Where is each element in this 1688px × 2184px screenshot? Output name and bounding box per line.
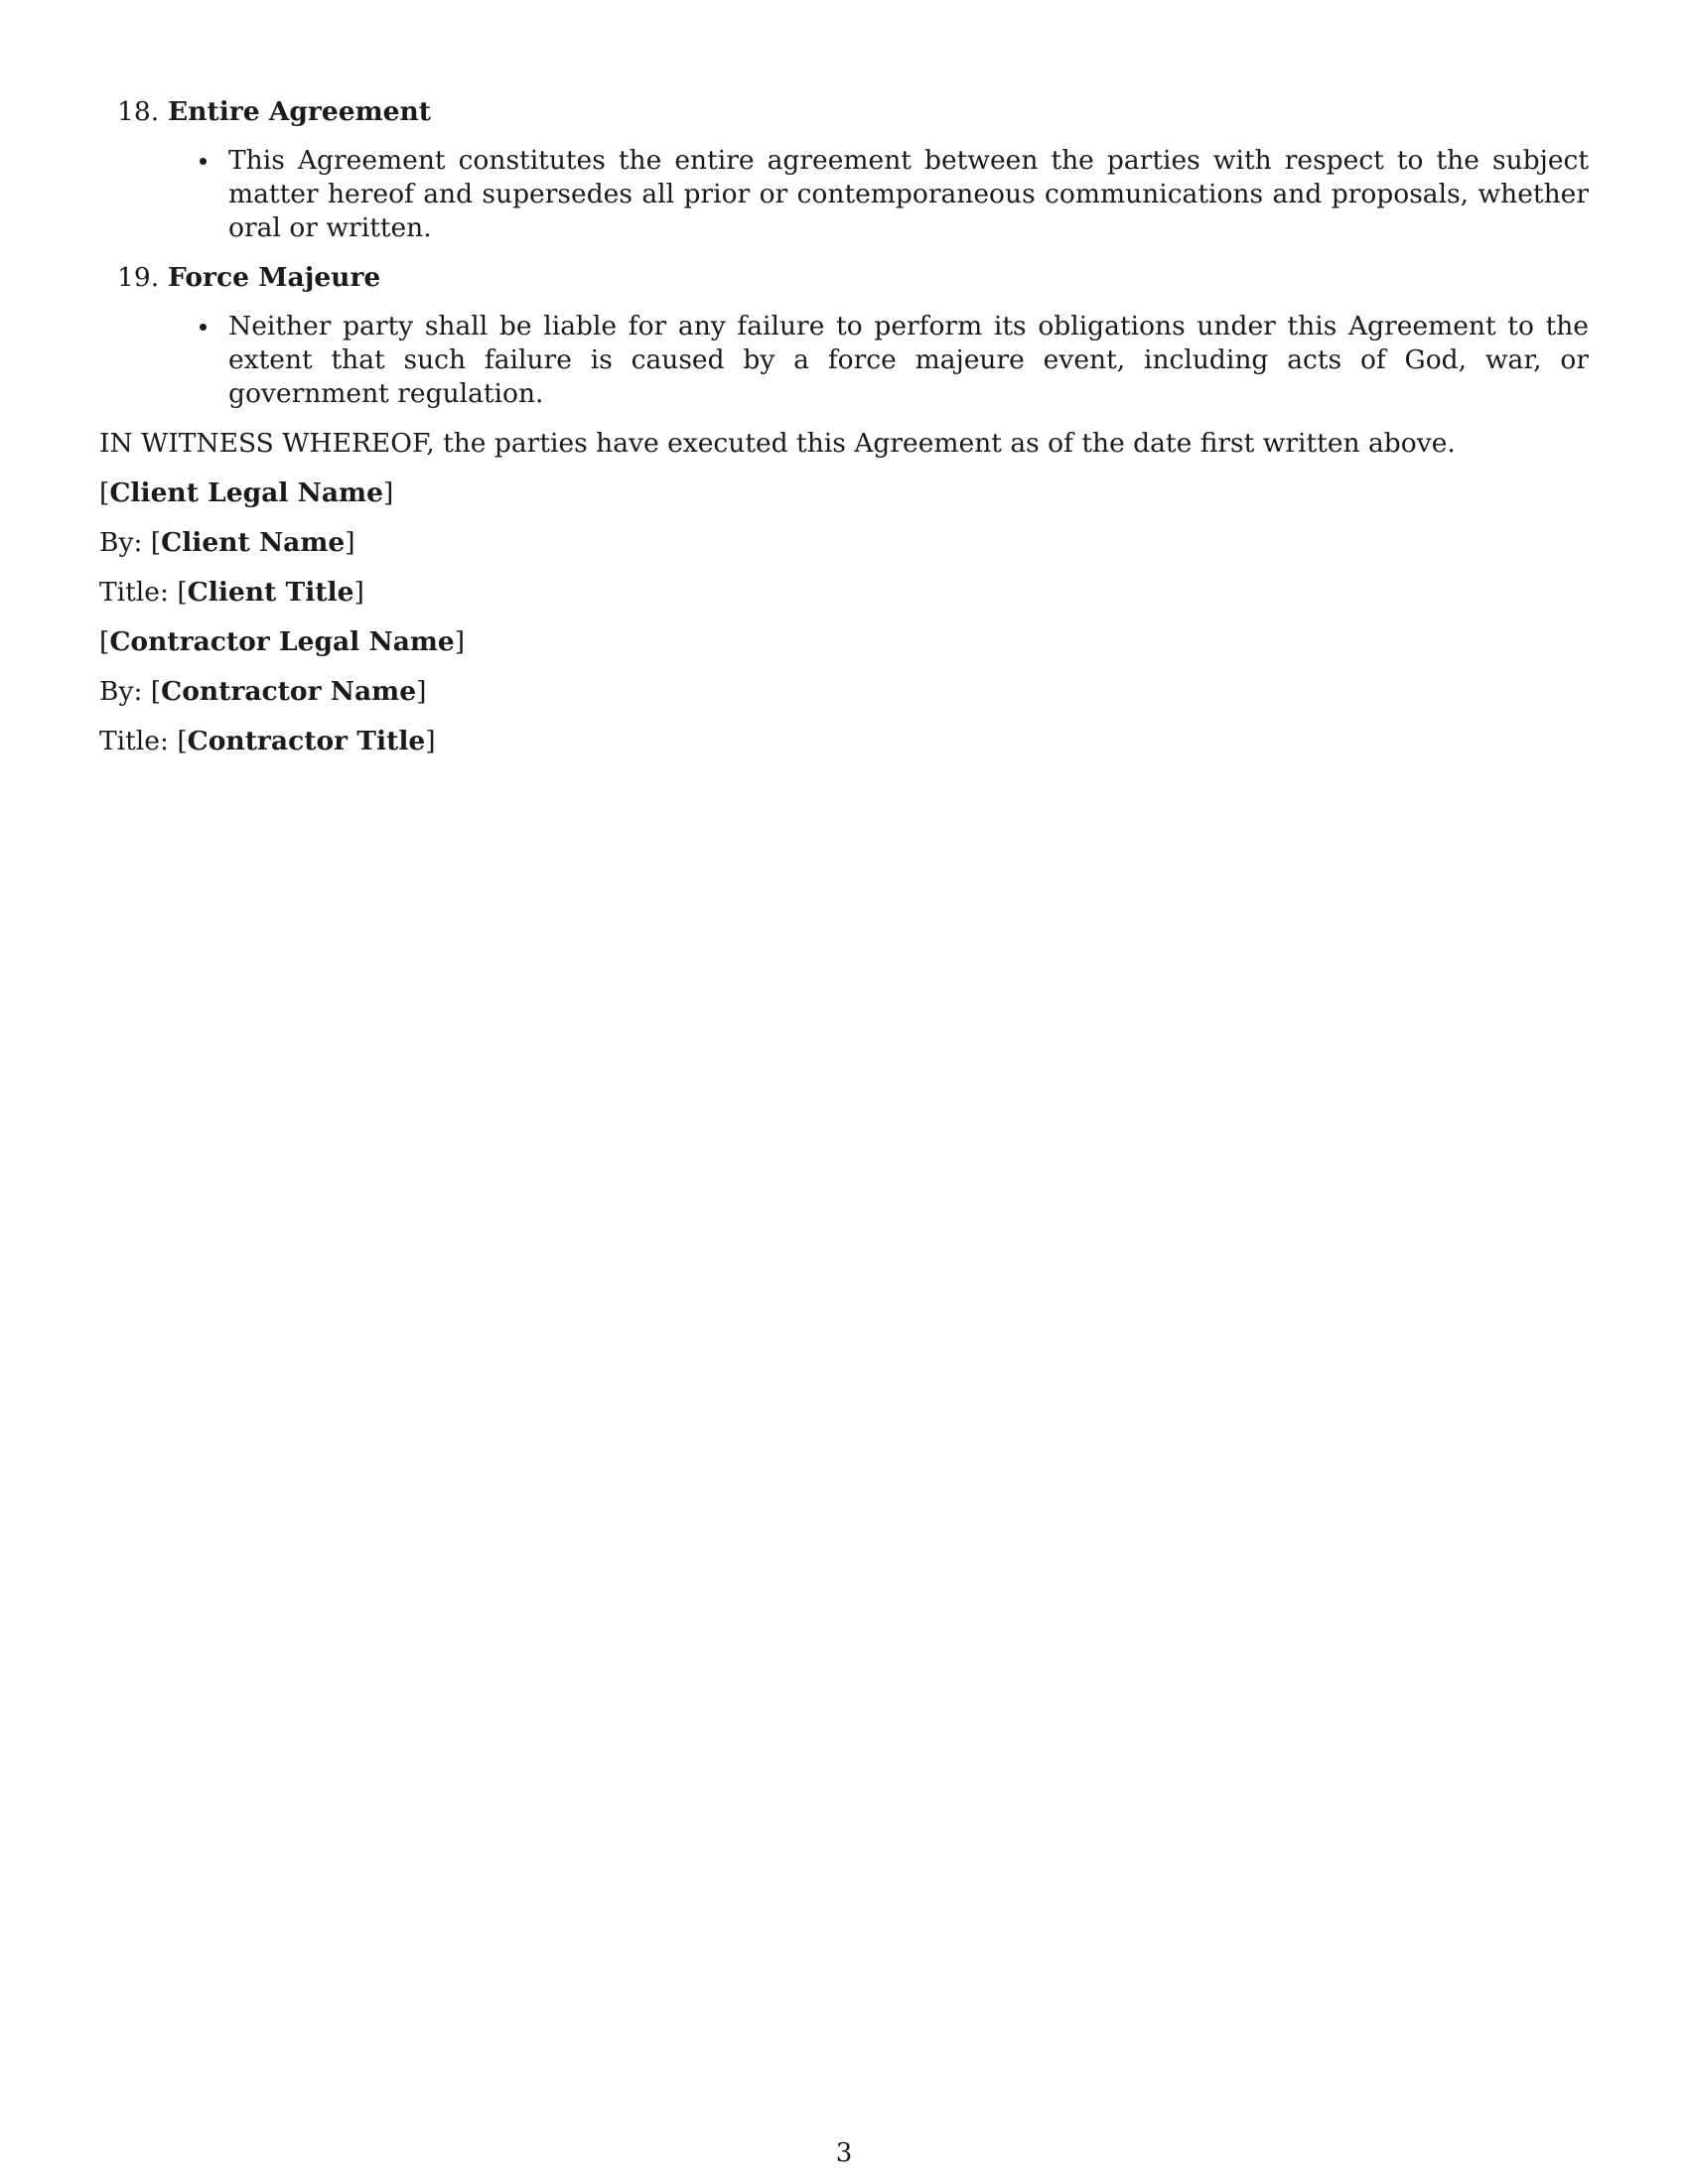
section-title: Force Majeure bbox=[168, 262, 381, 293]
client-legal-name: Client Legal Name bbox=[109, 478, 383, 508]
contractor-legal-name: Contractor Legal Name bbox=[109, 626, 455, 657]
section-number: 18. bbox=[117, 96, 160, 127]
bullet-icon bbox=[200, 158, 207, 165]
section-number: 19. bbox=[117, 262, 160, 293]
bullet-list bbox=[99, 310, 1589, 411]
section-heading bbox=[99, 95, 1589, 129]
client-title-line: Title: [Client Title] bbox=[99, 577, 364, 608]
client-by-label: By: bbox=[99, 527, 143, 558]
contractor-legal-name-line: [Contractor Legal Name] bbox=[99, 626, 466, 657]
contractor-title-label: Title: bbox=[99, 726, 169, 756]
section-force-majeure bbox=[99, 261, 1589, 411]
client-title-label: Title: bbox=[99, 577, 169, 608]
client-legal-name-line: [Client Legal Name] bbox=[99, 478, 394, 508]
contractor-name: Contractor Name bbox=[161, 676, 417, 707]
page-number: 3 bbox=[835, 2138, 853, 2168]
document-page bbox=[99, 95, 1589, 758]
bullet-icon bbox=[200, 324, 207, 331]
bullet-text: Neither party shall be liable for any failure to perform its obligations under this Agreement to the extent that such failure is caused by a force majeure event, including acts of God, war, or government regulation. bbox=[228, 311, 1589, 409]
client-name: Client Name bbox=[161, 527, 346, 558]
contractor-by-line: By: [Contractor Name] bbox=[99, 676, 427, 707]
bullet-list bbox=[99, 144, 1589, 245]
contractor-by-label: By: bbox=[99, 676, 143, 707]
witness-statement: IN WITNESS WHEREOF, the parties have executed this Agreement as of the date first written above. bbox=[99, 428, 1456, 459]
client-title: Client Title bbox=[187, 577, 354, 608]
list-item bbox=[99, 144, 1589, 245]
contractor-title-line: Title: [Contractor Title] bbox=[99, 726, 436, 756]
bullet-text: This Agreement constitutes the entire agreement between the parties with respect to the subject matter hereof and supersedes all prior or contemporaneous communications and proposals, whether oral or written. bbox=[228, 145, 1589, 243]
section-entire-agreement bbox=[99, 95, 1589, 245]
section-heading bbox=[99, 261, 1589, 295]
list-item bbox=[99, 310, 1589, 411]
client-by-line: By: [Client Name] bbox=[99, 527, 355, 558]
contractor-title: Contractor Title bbox=[187, 726, 426, 756]
section-title: Entire Agreement bbox=[168, 96, 431, 127]
